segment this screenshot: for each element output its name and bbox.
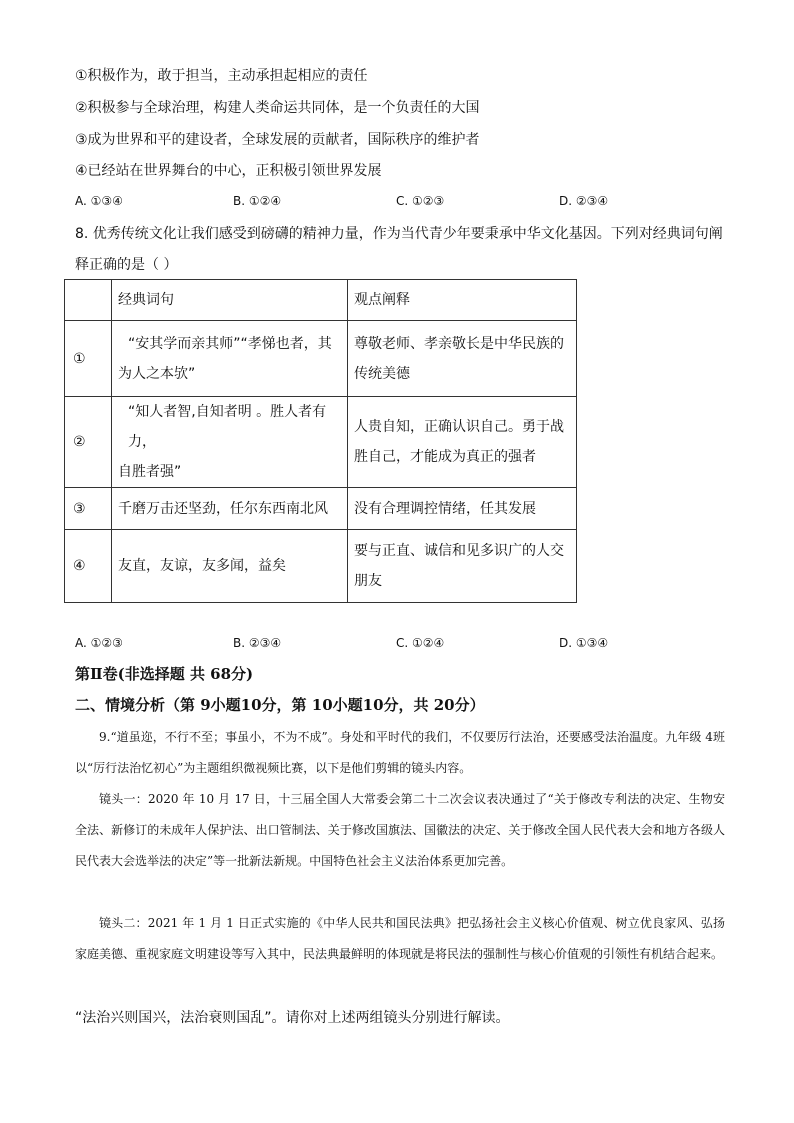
q8-table: [64, 279, 577, 603]
row-view: [348, 530, 577, 603]
row-quote: [112, 321, 348, 397]
row-index: ①: [65, 321, 112, 397]
row-quote-line-1: 友直，友谅，友多闻，益矣: [118, 558, 286, 574]
q7-option-c: C. ①②③: [396, 194, 445, 208]
row-quote: [112, 397, 348, 488]
row-view-line-2: 朋友: [354, 573, 382, 589]
row-view-line-1: 尊敬老师、孝亲敬长是中华民族的: [354, 335, 564, 352]
row-quote-line-2: 自胜者强”: [118, 464, 182, 480]
section-title: 二、情境分析（第 9小题10分，第 10小题10分，共 20分）: [75, 696, 485, 714]
row-index: ②: [65, 397, 112, 488]
row-view-line-1: 人贵自知，正确认识自己。勇于战: [354, 419, 564, 435]
row-quote-line-1: “知人者智,自知者明 。胜人者有力，: [128, 404, 327, 450]
q7-statement-2: ②积极参与全球治理，构建人类命运共同体，是一个负责任的大国: [75, 100, 480, 116]
row-view: [348, 488, 577, 530]
row-quote-line-2: 为人之本欤”: [118, 365, 196, 382]
row-view-line-1: 没有合理调控情绪，任其发展: [354, 500, 536, 517]
table-row: [65, 488, 577, 530]
q7-statement-1: ①积极作为，敢于担当，主动承担起相应的责任: [75, 68, 368, 84]
row-quote-line-1: 千磨万击还坚劲，任尔东西南北风: [118, 500, 328, 517]
q8-header-quote: 经典词句: [112, 280, 348, 321]
q7-option-a: A. ①③④: [75, 194, 123, 208]
row-quote: [112, 488, 348, 530]
q8-option-a: A. ①②③: [75, 636, 123, 650]
row-view: [348, 397, 577, 488]
q9-shot-2: 镜头二：2021 年 1 月 1 日正式实施的《中华人民共和国民法典》把弘扬社会主义核心价值观、树立优良家风、弘扬家庭美德、重视家庭文明建设等写入其中，民法典最鲜明的体现就是将民法的强制性与核心价值观的引领性有机结合起来。: [75, 916, 725, 961]
q8-option-c: C. ①②④: [396, 636, 445, 650]
q8-stem-line-2: 释正确的是（ ）: [75, 257, 178, 273]
q8-option-d: D. ①③④: [559, 636, 609, 650]
table-row: [65, 321, 577, 397]
row-index: ③: [65, 488, 112, 530]
q8-stem-line-1: 8. 优秀传统文化让我们感受到磅礴的精神力量，作为当代青少年要秉承中华文化基因。下列对经典词句阐: [75, 226, 723, 242]
volume-title: 第Ⅱ卷(非选择题 共 68分): [75, 665, 254, 683]
q7-statement-3: ③成为世界和平的建设者，全球发展的贡献者，国际秩序的维护者: [75, 132, 480, 148]
q7-option-b: B. ①②④: [233, 194, 282, 208]
q9-intro: 9.“道虽迩，不行不至；事虽小，不为不成”。身处和平时代的我们，不仅要厉行法治，还要感受法治温度。九年级 4班以“厉行法治忆初心”为主题组织微视频比赛，以下是他们剪辑的镜头内容。: [75, 730, 725, 775]
row-quote-line-1: “安其学而亲其师”“孝悌也者，其: [128, 335, 332, 352]
q8-option-b: B. ②③④: [233, 636, 282, 650]
q7-option-d: D. ②③④: [559, 194, 609, 208]
q9-shot-1: 镜头一：2020 年 10 月 17 日，十三届全国人大常委会第二十二次会议表决通过了“关于修改专利法的决定、生物安全法、新修订的未成年人保护法、出口管制法、关于修改国旗法、国徽法的决定、关于修改全国人民代表大会和地方各级人民代表大会选举法的决定”等一批新法新规。中国特色社会主义法治体系更加完善。: [75, 792, 725, 868]
row-quote: [112, 530, 348, 603]
row-view-line-1: 要与正直、诚信和见多识广的人交: [354, 543, 564, 559]
table-row: [65, 397, 577, 488]
row-view-line-2: 胜自己，才能成为真正的强者: [354, 449, 536, 465]
q8-header-view: 观点阐释: [348, 280, 577, 321]
row-view-line-2: 传统美德: [354, 365, 410, 382]
table-row: [65, 530, 577, 603]
row-index: ④: [65, 530, 112, 603]
row-view: [348, 321, 577, 397]
q8-table-header-row: [65, 280, 577, 321]
q7-statement-4: ④已经站在世界舞台的中心，正积极引领世界发展: [75, 163, 382, 179]
q8-header-index: [65, 280, 112, 321]
q9-question: “法治兴则国兴，法治衰则国乱”。请你对上述两组镜头分别进行解读。: [75, 1010, 510, 1026]
